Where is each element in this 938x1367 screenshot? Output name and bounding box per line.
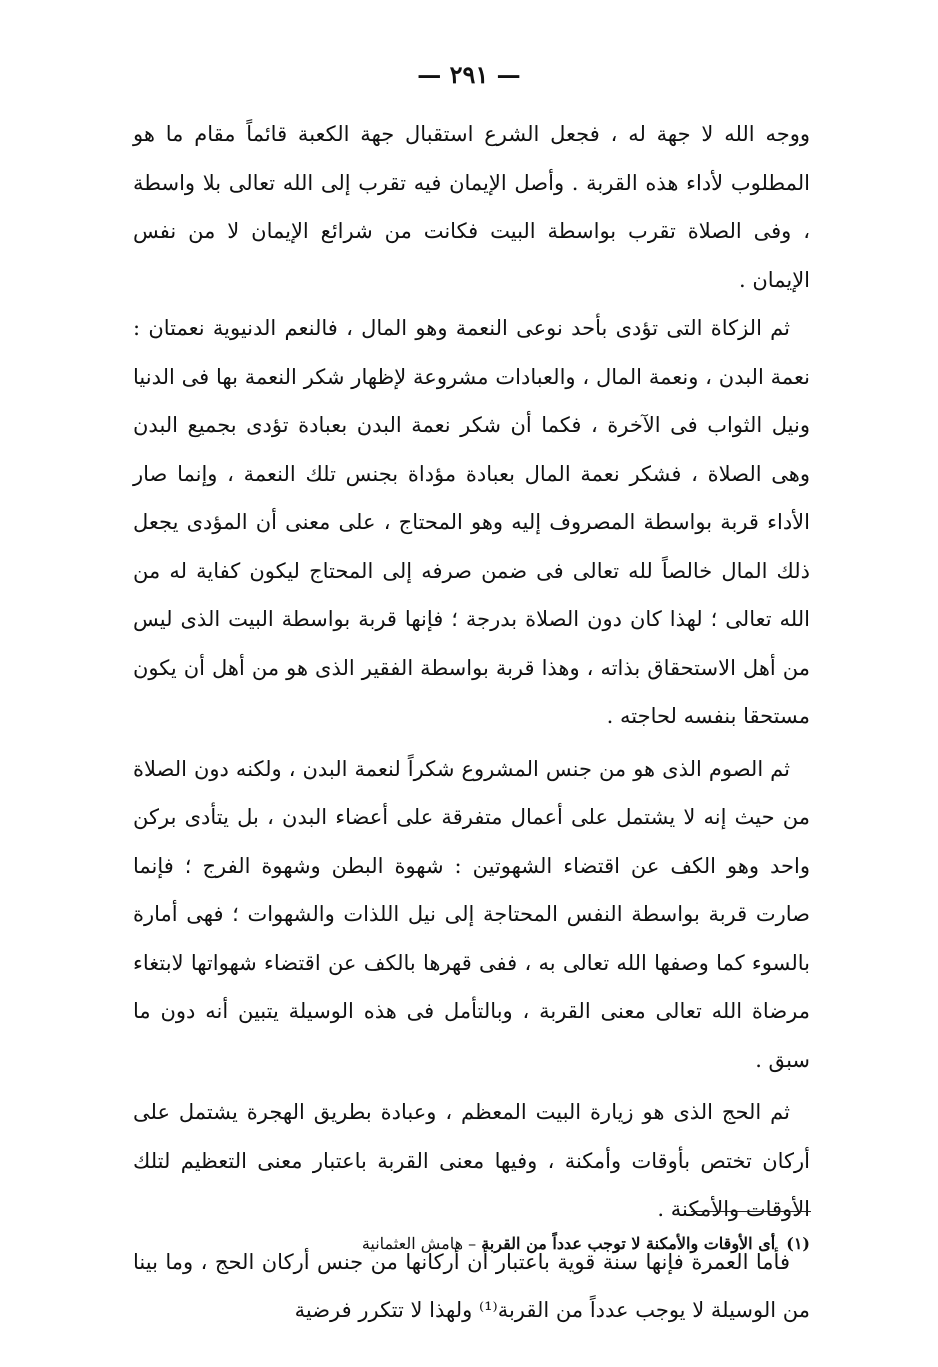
- footnote-text: أى الأوقات والأمكنة لا توجب عدداً من القربة: [481, 1234, 776, 1253]
- footnote: [250, 1232, 810, 1256]
- footnote-separator: –: [463, 1234, 477, 1253]
- paragraph-fasting: ثم الصوم الذى هو من جنس المشروع شكراً لنعمة البدن ، ولكنه دون الصلاة من حيث إنه لا يشتمل على أعمال متفرقة على أعضاء البدن ، بل يتأدى بركن واحد وهو الكف عن اقتضاء الشهوتين : شهوة البطن وشهوة الفرج ؛ فإنما صارت قربة بواسطة النفس المحتاجة إلى نيل اللذات والشهوات ؛ فهى أمارة بالسوء كما وصفها الله تعالى به ، ففى قهرها بالكف عن اقتضاء شهواتها لابتغاء مرضاة الله تعالى معنى القربة ، وبالتأمل فى هذه الوسيلة يتبين أنه دون ما سبق .: [133, 756, 810, 1072]
- paragraph-zakat: ثم الزكاة التى تؤدى بأحد نوعى النعمة وهو المال ، فالنعم الدنيوية نعمتان : نعمة البدن ، ونعمة المال ، والعبادات مشروعة لإظهار شكر النعمة بها فى الدنيا ونيل الثواب فى الآخرة ، فكما أن شكر نعمة البدن بعبادة تؤدى بجميع البدن وهى الصلاة ، فشكر نعمة المال بعبادة مؤداة بجنس تلك النعمة ، وإنما صار الأداء قربة بواسطة المصروف إليه وهو المحتاج ، على معنى أن المؤدى يجعل ذلك المال خالصاً لله تعالى فى ضمن صرفه إلى المحتاج ليكون كفاية له من الله تعالى ؛ لهذا كان دون الصلاة بدرجة ؛ فإنها قربة بواسطة البيت الذى ليس من أهل الاستحقاق بذاته ، وهذا قربة بواسطة الفقير الذى هو من أهل أن يكون مستحقا بنفسه لحاجته .: [133, 316, 810, 728]
- footnote-marker: (١): [786, 1234, 810, 1253]
- paragraph-qibla: ووجه الله لا جهة له ، فجعل الشرع استقبال جهة الكعبة قائماً مقام ما هو المطلوب لأداء هذه القربة . وأصل الإيمان فيه تقرب إلى الله تعالى بلا واسطة ، وفى الصلاة تقرب بواسطة البيت فكانت من شرائع الإيمان لا من نفس الإيمان .: [133, 122, 810, 292]
- footnote-divider: [691, 1211, 811, 1212]
- page-number: — ٢٩١ —: [417, 60, 521, 89]
- paragraph-umrah: فأما العمرة فإنها سنة قوية باعتبار أن أركانها من جنس أركان الحج ، وما بينا من الوسيلة لا يوجب عدداً من القربة⁽¹⁾ ولهذا لا تتكرر فرضية: [133, 1249, 810, 1322]
- paragraph-hajj: ثم الحج الذى هو زيارة البيت المعظم ، وعبادة بطريق الهجرة يشتمل على أركان تختص بأوقات وأمكنة ، وفيها معنى القربة باعتبار معنى التعظيم لتلك الأوقات والأمكنة .: [133, 1100, 810, 1221]
- footnote-source: هامش العثمانية: [361, 1234, 464, 1253]
- body-text: [133, 110, 810, 1335]
